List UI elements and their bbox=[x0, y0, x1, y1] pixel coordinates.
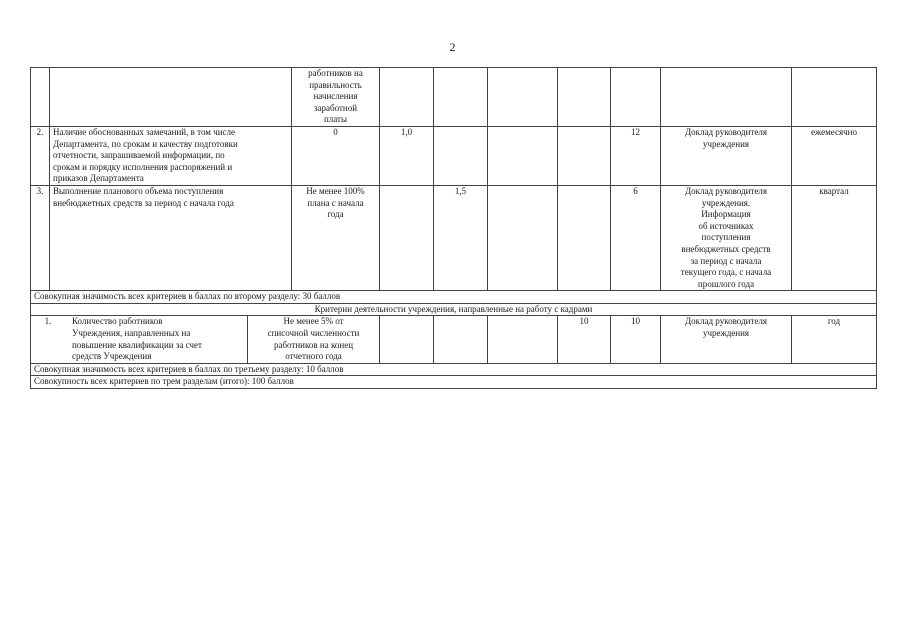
indicator-line: платы bbox=[323, 114, 348, 125]
criteria-table bbox=[30, 67, 877, 389]
criterion-line: Департамента, по срокам и качеству подготовки bbox=[53, 138, 238, 149]
criterion-line: отчетности, запрашиваемой информации, по bbox=[53, 150, 225, 161]
indicator-line: года bbox=[327, 209, 344, 220]
criterion-line: срокам и порядку исполнения распоряжений и bbox=[53, 161, 233, 172]
weight-cell: 10 bbox=[611, 316, 661, 363]
row-number-cell: 2. bbox=[31, 126, 50, 185]
indicator-line: начисления bbox=[313, 91, 358, 102]
indicator-line: работников на конец bbox=[273, 339, 354, 350]
score-cell bbox=[488, 185, 558, 290]
criterion-line: приказов Департамента bbox=[53, 173, 144, 184]
report-line: текущего года, с начала bbox=[680, 267, 772, 278]
frequency-cell: ежемесячно bbox=[792, 126, 877, 185]
score-cell bbox=[558, 68, 611, 127]
criterion-line: средств Учреждения bbox=[72, 351, 152, 362]
report-line: внебюджетных средств bbox=[681, 243, 771, 254]
score-cell bbox=[380, 68, 434, 127]
table-row bbox=[31, 126, 877, 185]
score-cell bbox=[488, 126, 558, 185]
grand-total-row bbox=[31, 376, 877, 389]
criterion-cell bbox=[50, 126, 292, 185]
frequency-cell: год bbox=[792, 316, 877, 363]
report-line: Доклад руководителя bbox=[684, 126, 767, 137]
table-row bbox=[31, 316, 877, 363]
frequency-cell: квартал bbox=[792, 185, 877, 290]
score-cell bbox=[558, 185, 611, 290]
report-cell bbox=[661, 68, 792, 127]
criterion-line: Наличие обоснованных замечаний, в том числе bbox=[53, 126, 236, 137]
section-total-text: Совокупная значимость всех критериев в баллах по второму разделу: 30 баллов bbox=[31, 291, 877, 304]
score-cell bbox=[434, 316, 488, 363]
report-line: прошлого года bbox=[697, 278, 755, 289]
report-cell bbox=[661, 126, 792, 185]
report-line: учреждения bbox=[702, 328, 750, 339]
section-heading: Критерии деятельности учреждения, направленные на работу с кадрами bbox=[31, 303, 877, 316]
report-line: учреждения. bbox=[701, 197, 751, 208]
indicator-cell bbox=[292, 185, 380, 290]
indicator-cell bbox=[248, 316, 380, 363]
indicator-cell: 0 bbox=[292, 126, 380, 185]
score-cell bbox=[558, 126, 611, 185]
score-cell bbox=[434, 126, 488, 185]
table-row bbox=[31, 68, 877, 127]
weight-cell: 12 bbox=[611, 126, 661, 185]
criterion-line: Выполнение планового объема поступления bbox=[53, 185, 224, 196]
report-line: за период с начала bbox=[690, 255, 762, 266]
table-row bbox=[31, 185, 877, 290]
row-number-cell: 3. bbox=[31, 185, 50, 290]
indicator-line: плана с начала bbox=[307, 197, 364, 208]
score-cell: 1,5 bbox=[434, 185, 488, 290]
score-cell bbox=[380, 185, 434, 290]
indicator-line: правильность bbox=[309, 79, 362, 90]
indicator-line: списочной численности bbox=[267, 328, 360, 339]
criterion-text bbox=[62, 316, 202, 362]
weight-cell bbox=[611, 68, 661, 127]
criterion-cell bbox=[50, 68, 292, 127]
score-cell bbox=[488, 316, 558, 363]
score-cell bbox=[380, 316, 434, 363]
report-line: Информация bbox=[701, 209, 751, 220]
indicator-line: отчетного года bbox=[285, 351, 342, 362]
row-number: 1. bbox=[44, 316, 52, 327]
criterion-line: внебюджетных средств за период с начала года bbox=[53, 197, 234, 208]
indicator-line: заработной bbox=[313, 102, 358, 113]
criterion-line: Учреждения, направленных на bbox=[72, 328, 191, 339]
section-heading-row bbox=[31, 303, 877, 316]
report-cell bbox=[661, 316, 792, 363]
report-line: учреждения bbox=[702, 138, 750, 149]
weight-cell: 6 bbox=[611, 185, 661, 290]
report-line: Доклад руководителя bbox=[684, 316, 767, 327]
section-total-text: Совокупная значимость всех критериев в баллах по третьему разделу: 10 баллов bbox=[31, 363, 877, 376]
score-cell: 10 bbox=[558, 316, 611, 363]
criterion-line: Количество работников bbox=[72, 316, 163, 327]
row-number-cell bbox=[31, 68, 50, 127]
section-total-row bbox=[31, 291, 877, 304]
score-cell bbox=[488, 68, 558, 127]
report-line: Доклад руководителя bbox=[684, 185, 767, 196]
indicator-line: Не менее 5% от bbox=[283, 316, 344, 327]
score-cell: 1,0 bbox=[380, 126, 434, 185]
criterion-cell bbox=[31, 316, 248, 363]
page-number: 2 bbox=[449, 40, 456, 54]
frequency-cell bbox=[792, 68, 877, 127]
report-line: поступления bbox=[701, 232, 751, 243]
criterion-cell bbox=[50, 185, 292, 290]
score-cell bbox=[434, 68, 488, 127]
report-cell bbox=[661, 185, 792, 290]
indicator-cell bbox=[292, 68, 380, 127]
section-total-row bbox=[31, 363, 877, 376]
report-line: об источниках bbox=[698, 220, 754, 231]
indicator-line: работников на bbox=[308, 68, 363, 78]
indicator-line: Не менее 100% bbox=[306, 185, 365, 196]
criterion-line: повышение квалификации за счет bbox=[72, 339, 202, 350]
grand-total-text: Совокупность всех критериев по трем разделам (итого): 100 баллов bbox=[31, 376, 877, 389]
